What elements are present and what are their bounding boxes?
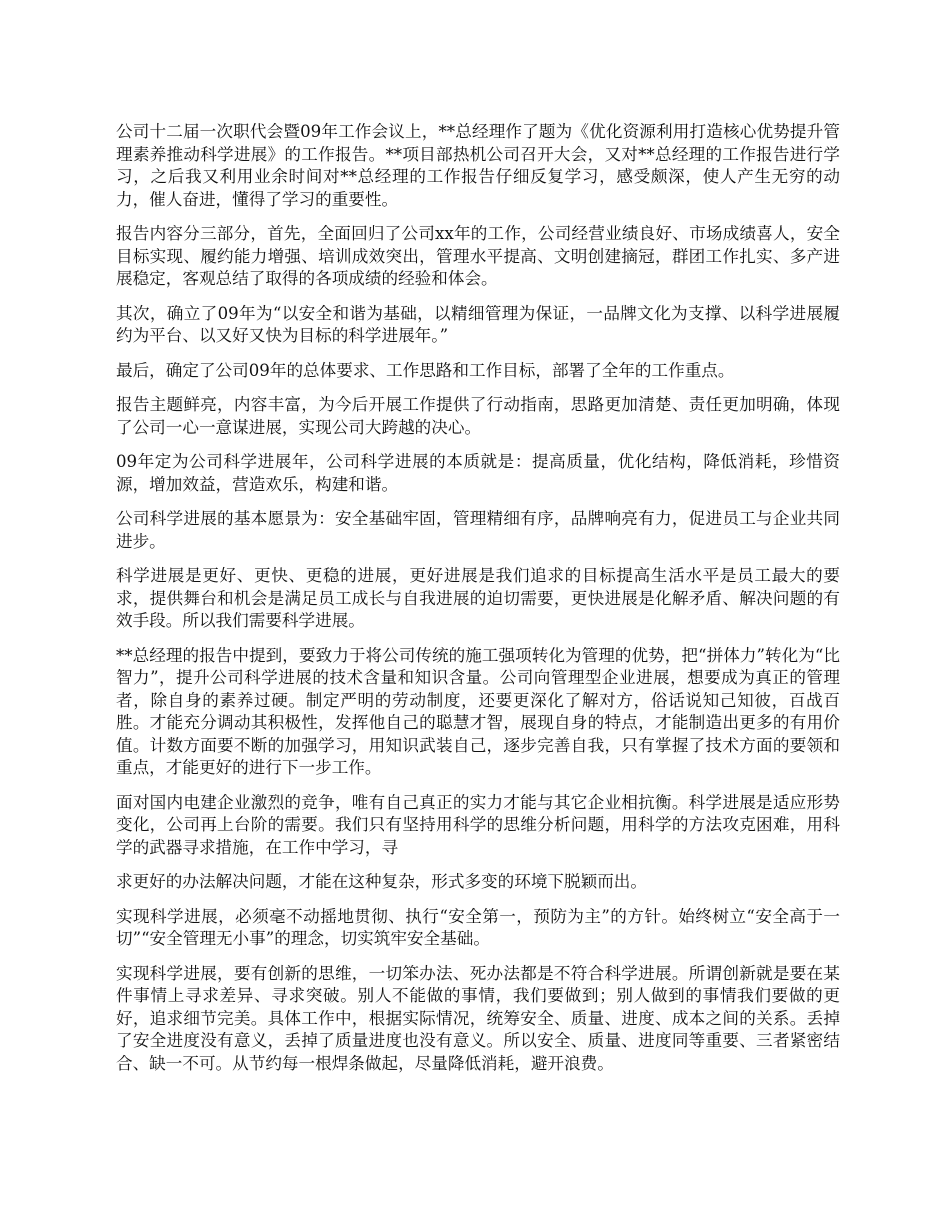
paragraph-6: 09年定为公司科学进展年，公司科学进展的本质就是：提高质量，优化结构，降低消耗，珍惜资源，增加效益，营造欢乐，构建和谐。 [116,452,840,494]
paragraph-1: 公司十二届一次职代会暨09年工作会议上，**总经理作了题为《优化资源利用打造核心优势提升管理素养推动科学进展》的工作报告。**项目部热机公司召开大会，又对**总经理的工作报告进行学习，之后我又利用业余时间对**总经理的工作报告仔细反复学习，感受颇深，使人产生无穷的动力，催人奋进，懂得了学习的重要性。 [116,122,840,209]
paragraph-11: 求更好的办法解决问题，才能在这种复杂，形式多变的环境下脱颖而出。 [116,872,647,891]
paragraph-3: 其次，确立了09年为“以安全和谐为基础，以精细管理为保证，一品牌文化为支撑、以科学进展履约为平台、以又好又快为目标的科学进展年。” [116,303,840,345]
paragraph-7: 公司科学进展的基本愿景为：安全基础牢固，管理精细有序，品牌响亮有力，促进员工与企业共同进步。 [116,509,840,551]
paragraph-10: 面对国内电建企业激烈的竞争，唯有自己真正的实力才能与其它企业相抗衡。科学进展是适应形势变化，公司再上台阶的需要。我们只有坚持用科学的思维分析问题，用科学的方法攻克困难，用科学的武器寻求措施，在工作中学习，寻 [116,792,840,857]
paragraph-13: 实现科学进展，要有创新的思维，一切笨办法、死办法都是不符合科学进展。所谓创新就是要在某件事情上寻求差异、寻求突破。别人不能做的事情，我们要做到；别人做到的事情我们要做的更好，追求细节完美。具体工作中，根据实际情况，统筹安全、质量、进度、成本之间的关系。丢掉了安全进度没有意义，丢掉了质量进度也没有意义。所以安全、质量、进度同等重要、三者紧密结合、缺一不可。从节约每一根焊条做起，尽量降低消耗，避开浪费。 [116,963,840,1073]
paragraph-9: **总经理的报告中提到，要致力于将公司传统的施工强项转化为管理的优势，把“拼体力”转化为“比智力”，提升公司科学进展的技术含量和知识含量。公司向管理型企业进展，想要成为真正的管理者，除自身的素养过硬。制定严明的劳动制度，还要更深化了解对方，俗话说知己知彼，百战百胜。才能充分调动其积极性，发挥他自己的聪慧才智，展现自身的特点，才能制造出更多的有用价值。计数方面要不断的加强学习，用知识武装自己，逐步完善自我，只有掌握了技术方面的要领和重点，才能更好的进行下一步工作。 [116,645,840,777]
paragraph-2: 报告内容分三部分，首先，全面回归了公司xx年的工作，公司经营业绩良好、市场成绩喜人，安全目标实现、履约能力增强、培训成效突出，管理水平提高、文明创建摘冠，群团工作扎实、多产进展稳定，客观总结了取得的各项成绩的经验和体会。 [116,224,840,288]
paragraph-8: 科学进展是更好、更快、更稳的进展，更好进展是我们追求的目标提高生活水平是员工最大的要求，提供舞台和机会是满足员工成长与自我进展的迫切需要，更快进展是化解矛盾、解决问题的有效手段。所以我们需要科学进展。 [116,566,840,630]
paragraph-4: 最后，确定了公司09年的总体要求、工作思路和工作目标，部署了全年的工作重点。 [116,360,735,380]
paragraph-5: 报告主题鲜亮，内容丰富，为今后开展工作提供了行动指南，思路更加清楚、责任更加明确，体现了公司一心一意谋进展，实现公司大跨越的决心。 [116,395,840,437]
document-body [116,121,840,1087]
paragraph-12: 实现科学进展，必须毫不动摇地贯彻、执行“安全第一，预防为主”的方针。始终树立“安全高于一切”“安全管理无小事”的理念，切实筑牢安全基础。 [116,906,840,948]
